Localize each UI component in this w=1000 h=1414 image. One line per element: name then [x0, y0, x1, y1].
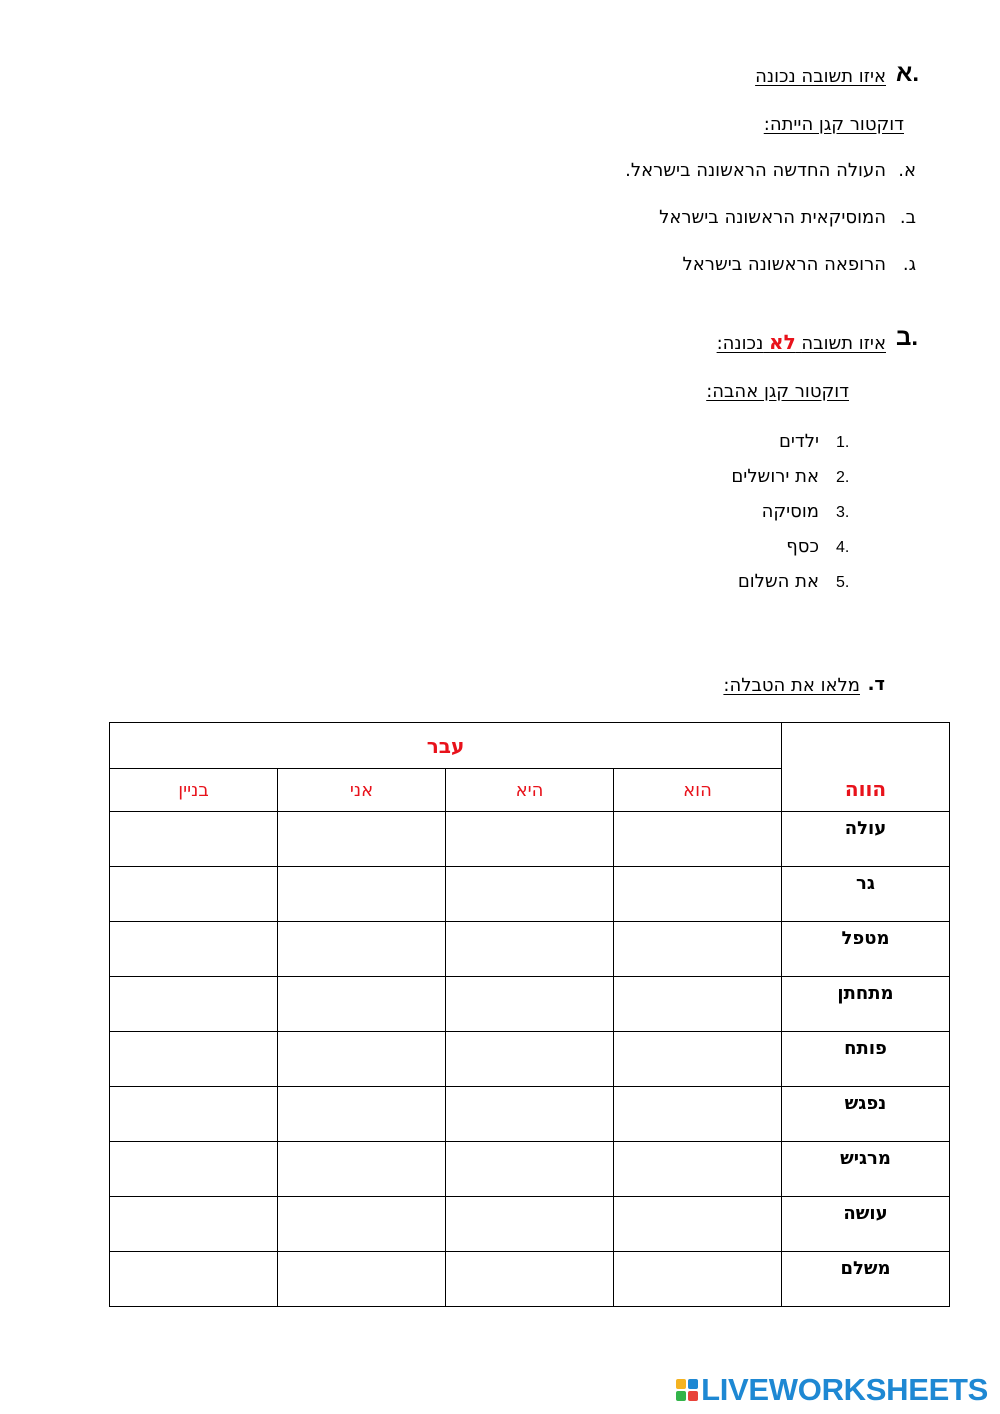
- section-a-option-letter: ב.: [899, 207, 916, 228]
- section-a-option-letter: ג.: [902, 254, 916, 275]
- answer-cell[interactable]: [278, 1087, 446, 1142]
- answer-cell[interactable]: [110, 1252, 278, 1307]
- present-verb: מתחתן: [782, 977, 950, 1032]
- conjugation-table: [109, 722, 950, 1307]
- answer-cell[interactable]: [278, 1142, 446, 1197]
- answer-cell[interactable]: [278, 812, 446, 867]
- section-b-question-start: איזו תשובה: [801, 333, 886, 354]
- answer-cell[interactable]: [614, 1252, 782, 1307]
- logo-tile-icon: [688, 1391, 698, 1401]
- answer-cell[interactable]: [110, 812, 278, 867]
- answer-cell[interactable]: [446, 1087, 614, 1142]
- section-a-stem: דוקטור קגן הייתה:: [763, 114, 904, 135]
- present-verb: מטפל: [782, 922, 950, 977]
- section-b-option-text[interactable]: את השלום: [737, 571, 819, 592]
- present-header: הווה: [782, 723, 950, 812]
- answer-cell[interactable]: [446, 1142, 614, 1197]
- answer-cell[interactable]: [278, 977, 446, 1032]
- section-b-option-number: 3.: [836, 504, 850, 521]
- answer-cell[interactable]: [446, 922, 614, 977]
- section-b-question: [717, 330, 886, 354]
- section-b-option-number: 1.: [836, 434, 850, 451]
- answer-cell[interactable]: [446, 867, 614, 922]
- table-row: [110, 1252, 950, 1307]
- logo-tiles-icon: [676, 1379, 698, 1401]
- pronoun-header: הוא: [614, 769, 782, 812]
- pronoun-header: בניין: [110, 769, 278, 812]
- answer-cell[interactable]: [110, 1087, 278, 1142]
- pronoun-header: היא: [446, 769, 614, 812]
- answer-cell[interactable]: [110, 977, 278, 1032]
- section-b-option-number: 5.: [836, 574, 850, 591]
- present-verb: פותח: [782, 1032, 950, 1087]
- answer-cell[interactable]: [446, 1252, 614, 1307]
- answer-cell[interactable]: [446, 1032, 614, 1087]
- present-verb: נפגש: [782, 1087, 950, 1142]
- answer-cell[interactable]: [110, 867, 278, 922]
- answer-cell[interactable]: [278, 867, 446, 922]
- logo-tile-icon: [676, 1391, 686, 1401]
- past-header: עבר: [110, 723, 782, 769]
- present-verb: עולה: [782, 812, 950, 867]
- answer-cell[interactable]: [446, 1197, 614, 1252]
- answer-cell[interactable]: [614, 812, 782, 867]
- answer-cell[interactable]: [614, 1197, 782, 1252]
- section-b-option-text[interactable]: את ירושלים: [731, 466, 819, 487]
- present-verb: מרגיש: [782, 1142, 950, 1197]
- answer-cell[interactable]: [110, 1197, 278, 1252]
- answer-cell[interactable]: [614, 1142, 782, 1197]
- section-b-stem: דוקטור קגן אהבה:: [706, 381, 849, 402]
- section-d-instruction: מלאו את הטבלה:: [723, 675, 860, 696]
- section-b-option-text[interactable]: כסף: [786, 536, 819, 557]
- table-row: [110, 867, 950, 922]
- answer-cell[interactable]: [614, 1087, 782, 1142]
- answer-cell[interactable]: [278, 1252, 446, 1307]
- answer-cell[interactable]: [110, 1032, 278, 1087]
- answer-cell[interactable]: [278, 1197, 446, 1252]
- section-b-option-text[interactable]: מוסיקה: [761, 501, 819, 522]
- answer-cell[interactable]: [614, 1032, 782, 1087]
- section-b-option-number: 2.: [836, 469, 850, 486]
- section-a-option-text[interactable]: המוסיקאית הראשונה בישראל: [659, 207, 886, 228]
- present-verb: משלם: [782, 1252, 950, 1307]
- logo-tile-icon: [688, 1379, 698, 1389]
- section-b-marker: ב.: [896, 324, 919, 351]
- answer-cell[interactable]: [110, 1142, 278, 1197]
- section-b-option-text[interactable]: ילדים: [778, 431, 819, 452]
- liveworksheets-logo: [676, 1372, 988, 1408]
- section-a-option-text[interactable]: הרופאה הראשונה בישראל: [682, 254, 886, 275]
- answer-cell[interactable]: [446, 977, 614, 1032]
- section-b-option-number: 4.: [836, 539, 850, 556]
- pronoun-header: אני: [278, 769, 446, 812]
- brand-name: LIVEWORKSHEETS: [701, 1372, 988, 1407]
- table-row: [110, 922, 950, 977]
- table-row: [110, 1087, 950, 1142]
- answer-cell[interactable]: [278, 922, 446, 977]
- section-a-option-letter: א.: [898, 160, 916, 181]
- section-d-marker: ד.: [867, 674, 885, 695]
- answer-cell[interactable]: [614, 977, 782, 1032]
- table-row: [110, 812, 950, 867]
- answer-cell[interactable]: [446, 812, 614, 867]
- table-row: [110, 1142, 950, 1197]
- answer-cell[interactable]: [278, 1032, 446, 1087]
- answer-cell[interactable]: [614, 922, 782, 977]
- table-row: [110, 1197, 950, 1252]
- logo-tile-icon: [676, 1379, 686, 1389]
- answer-cell[interactable]: [110, 922, 278, 977]
- answer-cell[interactable]: [614, 867, 782, 922]
- section-b-question-end: נכונה:: [716, 333, 764, 354]
- present-verb: גר: [782, 867, 950, 922]
- section-b-question-emphasis: לא: [769, 330, 796, 354]
- table-row: [110, 977, 950, 1032]
- present-verb: עושה: [782, 1197, 950, 1252]
- section-a-question: איזו תשובה נכונה: [755, 66, 886, 87]
- section-a-option-text[interactable]: העולה החדשה הראשונה בישראל.: [625, 160, 886, 181]
- section-a-marker: א.: [896, 60, 920, 87]
- table-row: [110, 1032, 950, 1087]
